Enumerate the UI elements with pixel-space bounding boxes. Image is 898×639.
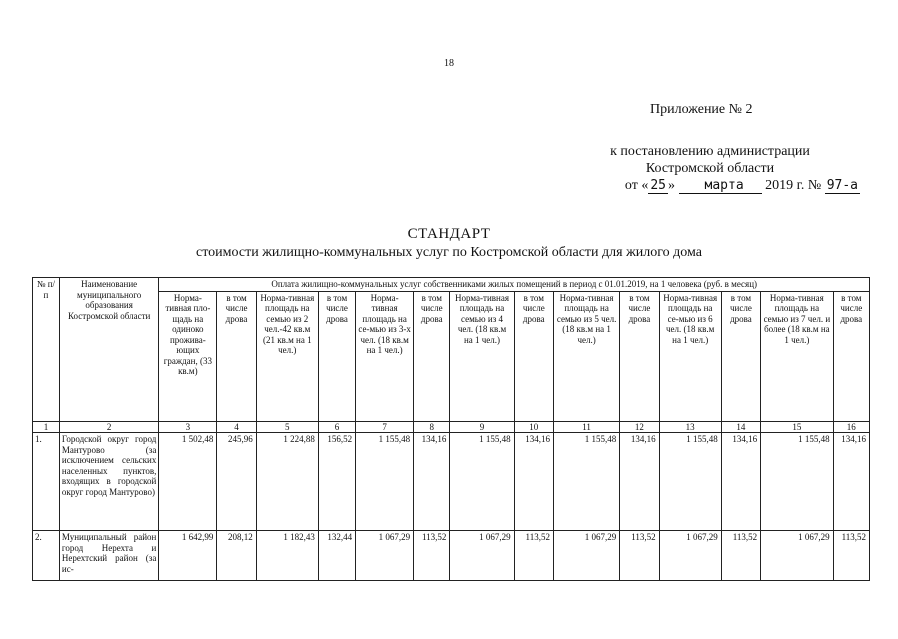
column-index-cell: 8 [414,421,450,433]
page-number: 18 [444,58,454,69]
column-header-area-norm: Норма-тивная площадь на семью из 5 чел. (18 кв.м на 1 чел.) [553,291,619,421]
column-group-header: Оплата жилищно-коммунальных услуг собственниками жилых помещений в период с 01.01.2019, на 1 человека (руб. в месяц) [159,278,870,292]
value-cell: 208,12 [217,531,256,581]
value-cell: 113,52 [414,531,450,581]
value-cell: 134,16 [514,433,553,531]
table-row [33,531,870,581]
value-cell: 1 067,29 [553,531,619,581]
value-cell: 1 642,99 [159,531,217,581]
value-cell: 132,44 [318,531,355,581]
column-header-area-norm: Норма-тивная площадь на семью из 7 чел. и более (18 кв.м на 1 чел.) [761,291,834,421]
column-index-cell: 6 [318,421,355,433]
row-number-cell: 2. [33,531,60,581]
decree-line-2: Костромской области [645,161,775,176]
value-cell: 113,52 [620,531,659,581]
value-cell: 1 067,29 [761,531,834,581]
column-header-area-norm: Норма-тивная площадь на се-мью из 3-х чел. (18 кв.м на 1 чел.) [356,291,414,421]
value-cell: 113,52 [721,531,760,581]
municipality-name-cell: Городской округ город Мантурово (за исключением сельских населенных пунктов, входящих в городской округ город Мантурово) [59,433,158,531]
column-header-area-norm: Норма-тивная пло-щадь на одиноко прожива-ющих граждан, (33 кв.м) [159,291,217,421]
table-header-row [33,278,870,292]
column-header-firewood: в том числе дрова [217,291,256,421]
value-cell: 134,16 [833,433,869,531]
value-cell: 1 155,48 [761,433,834,531]
decree-month: марта [679,178,762,194]
value-cell: 113,52 [833,531,869,581]
column-header-firewood: в том числе дрова [514,291,553,421]
column-header-firewood: в том числе дрова [721,291,760,421]
table-row [33,433,870,531]
column-index-cell: 15 [761,421,834,433]
column-header-firewood: в том числе дрова [833,291,869,421]
value-cell: 1 067,29 [659,531,721,581]
column-header-number: № п/п [33,278,60,422]
value-cell: 245,96 [217,433,256,531]
decree-reference [560,143,860,194]
value-cell: 113,52 [514,531,553,581]
column-index-cell: 10 [514,421,553,433]
value-cell: 1 502,48 [159,433,217,531]
decree-line-1: к постановлению администрации [610,144,810,159]
decree-day: 25 [650,178,667,193]
column-index-cell: 4 [217,421,256,433]
column-header-area-norm: Норма-тивная площадь на семью из 4 чел. (18 кв.м на 1 чел.) [450,291,514,421]
value-cell: 1 067,29 [450,531,514,581]
column-header-firewood: в том числе дрова [318,291,355,421]
column-index-cell: 12 [620,421,659,433]
column-index-cell: 16 [833,421,869,433]
value-cell: 156,52 [318,433,355,531]
column-index-cell: 5 [256,421,318,433]
value-cell: 134,16 [414,433,450,531]
column-index-cell: 1 [33,421,60,433]
decree-date-line [560,177,860,194]
value-cell: 134,16 [620,433,659,531]
document-title: СТАНДАРТ [407,226,491,242]
value-cell: 1 155,48 [553,433,619,531]
column-header-firewood: в том числе дрова [620,291,659,421]
table-subheader-row [33,291,870,421]
decree-year-text: 2019 г. № [765,178,822,193]
column-index-cell: 2 [59,421,158,433]
standard-cost-table [32,277,870,581]
column-index-cell: 11 [553,421,619,433]
value-cell: 134,16 [721,433,760,531]
decree-date-prefix: от « [624,178,649,193]
value-cell: 1 067,29 [356,531,414,581]
column-header-area-norm: Норма-тивная площадь на семью из 2 чел.-42 кв.м (21 кв.м на 1 чел.) [256,291,318,421]
column-header-area-norm: Норма-тивная площадь на се-мью из 6 чел. (18 кв.м на 1 чел.) [659,291,721,421]
table-index-row [33,421,870,433]
column-index-cell: 3 [159,421,217,433]
column-header-name: Наименование муниципального образования Костромской области [59,278,158,422]
column-index-cell: 9 [450,421,514,433]
value-cell: 1 155,48 [356,433,414,531]
value-cell: 1 155,48 [450,433,514,531]
row-number-cell: 1. [33,433,60,531]
value-cell: 1 182,43 [256,531,318,581]
municipality-name-cell: Муниципальный район город Нерехта и Нерехтский район (за ис- [59,531,158,581]
column-index-cell: 13 [659,421,721,433]
document-subtitle: стоимости жилищно-коммунальных услуг по Костромской области для жилого дома [196,245,702,260]
value-cell: 1 155,48 [659,433,721,531]
decree-date-mid: » [668,178,676,193]
column-index-cell: 14 [721,421,760,433]
column-header-firewood: в том числе дрова [414,291,450,421]
value-cell: 1 224,88 [256,433,318,531]
column-index-cell: 7 [356,421,414,433]
decree-number: 97-а [826,178,858,193]
appendix-label: Приложение № 2 [650,102,753,117]
